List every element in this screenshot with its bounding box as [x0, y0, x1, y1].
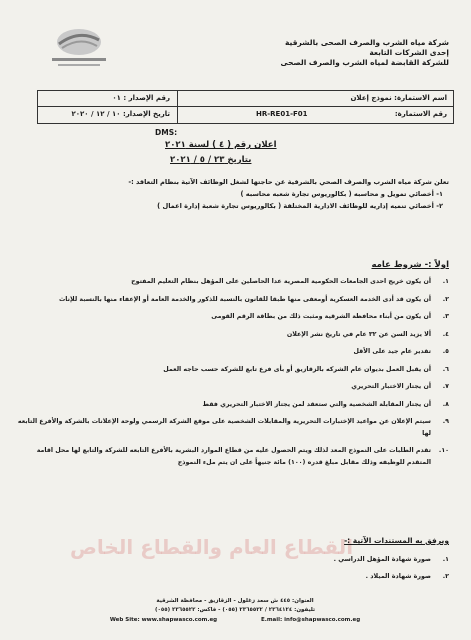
release-date: تاريخ الإصدار: ١٠ / ١٢ / ٢٠٢٠ [71, 110, 170, 118]
item-number: ١٠. [438, 447, 449, 454]
list-item [17, 329, 449, 341]
watermark-text: القطاع العام والقطاع الخاص [70, 535, 354, 559]
form-info-box [37, 90, 454, 124]
item-text: سيتم الإعلان عن مواعيد الإختبارات التحريرية والمقابلات الشخصية على موقع الشركة الرسمي ولوحة الإعلانات بالشركة والأفرع التابعه لها [17, 418, 431, 437]
item-number: ٢. [442, 295, 449, 303]
job-item: ٢- أخصائي تنميه إداريه للوظائف الادارية المختلفة ( بكالوريوس تجارة شعبة إدارة اعمال ) [157, 202, 443, 210]
item-text: ألا يزيد السن عن ٣٢ عام في تاريخ نشر الإعلان [286, 330, 431, 338]
item-number: ٦. [442, 365, 449, 373]
holding-company: للشركة القابضة لمياه الشرب والصرف الصحى [280, 58, 449, 67]
release-number: رقم الإصدار : ٠١ [112, 94, 170, 102]
item-text: أن يكون خريج احدى الجامعات الحكومية المصرية عدا الحاصلين على المؤهل بنظام التعليم المفتوح [131, 278, 431, 285]
list-item [17, 311, 449, 323]
item-text: صورة شهادة المؤهل الدراسي . [333, 556, 431, 563]
item-text: أن يجتاز المقابلة الشخصية والتي ستعقد لمن يجتاز الاختبار التحريري فقط [202, 400, 431, 408]
item-number: ٣. [442, 313, 449, 320]
intro-text: تعلن شركة مياه الشرب والصرف الصحي بالشرقية عن حاجتها لشغل الوظائف الآتية بنظام التعاقد :- [128, 178, 449, 186]
item-text: تقدم الطلبات على النموذج المعد لذلك ويتم الحصول عليه من قطاع الموارد البشرية بالأفرع التابعه للشركة والتابع لها محل اقامة المتقدم للوظيفه وذلك مقابل مبلغ قدره (١٠٠) مائة جنيهاً على ان يتم ملء النموذج [36, 447, 431, 466]
footer-email: E.mail: info@shapwasco.com.eg [260, 617, 361, 623]
item-number: ١. [442, 556, 449, 563]
general-conditions-heading: اولاً :- شروط عامه [371, 260, 449, 270]
form-number-label: رقم الاستمارة: [394, 110, 447, 118]
list-item [17, 346, 449, 358]
item-text: صورة شهادة الميلاد . [365, 573, 431, 580]
item-text: أن يكون من أبناء محافظة الشرقية ومثبت ذلك من بطاقة الرقم القومى [211, 313, 431, 320]
list-item [17, 294, 449, 306]
item-number: ٩. [442, 418, 449, 425]
intro-section [19, 176, 449, 212]
documents-list [29, 554, 449, 588]
item-text: أن يقبل العمل بديوان عام الشركه بالزقازيق أو بأى فرع تابع للشركة حسب حاجه العمل [163, 365, 431, 373]
item-number: ٧. [442, 383, 449, 390]
footer-address: العنوان: ٤٤٥ ش سعد زغلول - الزقازيق - محافظة الشرقية [156, 598, 314, 604]
list-item [17, 381, 449, 393]
list-item [17, 416, 449, 439]
list-item [17, 399, 449, 411]
item-number: ٤. [442, 330, 449, 338]
item-number: ٨. [442, 400, 449, 408]
list-item [29, 554, 449, 565]
dms-label: DMS: [155, 128, 178, 137]
announcement-date: بتاريخ ٢٣ / ٥ / ٢٠٢١ [170, 155, 252, 165]
item-number: ٥. [442, 348, 449, 355]
general-conditions-list [17, 276, 449, 474]
company-subsidiary: إحدى الشركات التابعة [369, 48, 449, 57]
item-text: أن يجتاز الاختبار التحريري [351, 383, 431, 390]
list-item [17, 445, 449, 468]
footer-phones: تليفون: ٢٣٦٤١٢٤ / ٢٣٦٥٥٢٢ (٠٥٥) - فاكس: ٢٣٦٥٥٢٢ (٠٥٥) [154, 607, 316, 613]
list-item [29, 571, 449, 582]
announcement-title: اعلان رقم ( ٤ ) لسنة ٢٠٢١ [165, 140, 277, 150]
company-logo [40, 24, 118, 70]
job-item: ١- أخصائي تمويل و محاسبه ( بكالوريوس تجارة شعبه محاسبه ) [240, 190, 443, 198]
item-number: ٢. [442, 573, 449, 580]
footer-contacts [80, 617, 390, 623]
item-number: ١. [442, 278, 449, 285]
form-number: HR-RE01-F01 [256, 110, 308, 118]
list-item [17, 276, 449, 288]
item-text: تقدير عام جيد على الأقل [353, 348, 431, 355]
company-name: شركة مياه الشرب والصرف الصحى بالشرقية [284, 38, 449, 47]
item-text: أن يكون قد أدى الخدمة العسكرية أومعفى منها طبقا للقانون بالنسبة للذكور والخدمة العامة أو الإعفاء منها بالنسبة للإناث [58, 295, 431, 303]
documents-heading: ويرفق به المستندات الآتية :- [344, 536, 449, 545]
list-item [17, 364, 449, 376]
form-name: اسم الاستمارة: نموذج إعلان [350, 94, 447, 102]
footer-website: Web Site: www.shapwasco.com.eg [109, 617, 218, 623]
company-header [281, 38, 449, 68]
